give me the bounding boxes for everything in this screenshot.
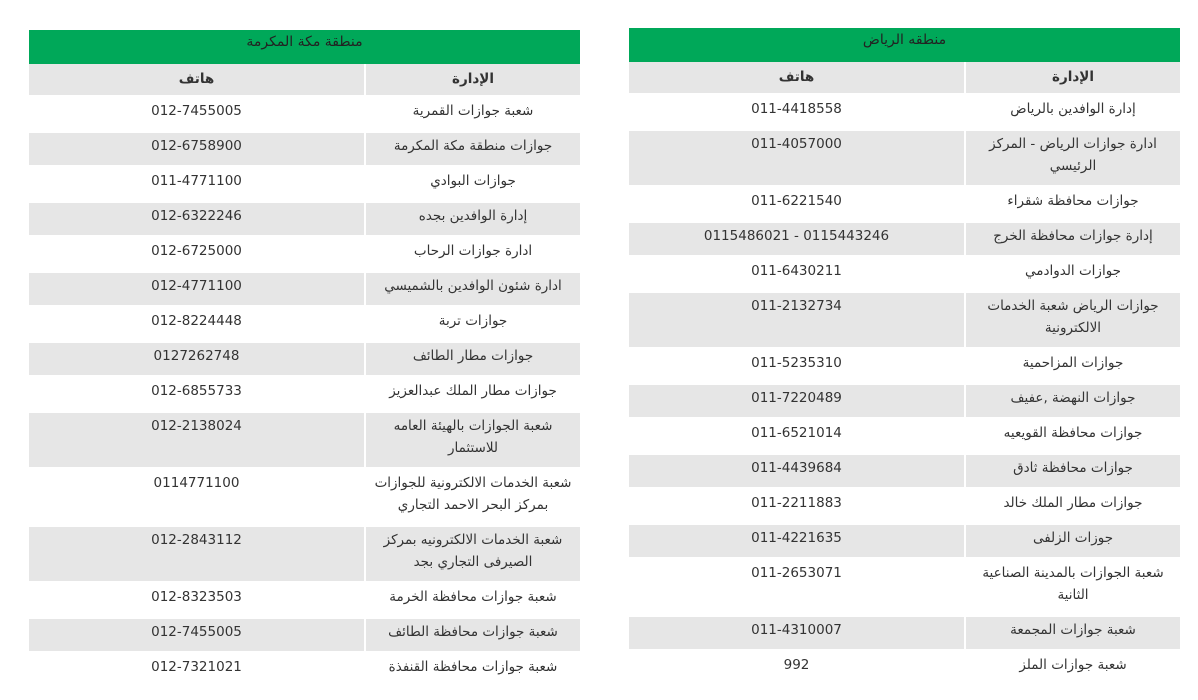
admin-cell: شعبة جوازات الملز	[964, 652, 1180, 684]
phone-cell: 0115486021 - 0115443246	[703, 228, 890, 244]
admin-cell: شعبة جوازات محافظة الطائف	[364, 619, 580, 651]
phone-cell: 011-4418558	[751, 101, 842, 117]
table-row	[629, 350, 1180, 385]
table-row	[29, 413, 580, 470]
phone-cell: 011-2653071	[751, 565, 842, 581]
admin-cell: جوازات مطار الملك عبدالعزيز	[364, 378, 580, 410]
riyadh-header-phone: هاتف	[778, 69, 815, 85]
admin-cell: شعبة الخدمات الالكترونيه بمركز الصيرفى التجاري بجد	[364, 527, 580, 581]
admin-cell: شعبة جوازات محافظة القنفذة	[364, 654, 580, 686]
table-row	[29, 654, 580, 689]
admin-cell: جوازات البوادي	[364, 168, 580, 200]
table-row	[29, 203, 580, 238]
admin-cell: ادارة شئون الوافدين بالشميسي	[364, 273, 580, 305]
riyadh-region-title: منطقه الرياض	[629, 28, 1180, 62]
phone-cell: 011-6430211	[751, 263, 842, 279]
table-row	[29, 527, 580, 584]
table-row	[29, 378, 580, 413]
phone-cell: 011-4439684	[751, 460, 842, 476]
admin-cell: شعبة جوازات المجمعة	[964, 617, 1180, 649]
makkah-header-admin: الإدارة	[364, 64, 580, 95]
admin-cell: جوازات محافظة القويعيه	[964, 420, 1180, 452]
table-row	[29, 619, 580, 654]
admin-cell: ادارة جوازات الرياض - المركز الرئيسي	[964, 131, 1180, 185]
phone-cell: 012-8323503	[151, 589, 242, 605]
phone-cell: 012-7455005	[151, 103, 242, 119]
table-row	[29, 98, 580, 133]
table-row	[629, 223, 1180, 258]
admin-cell: جوازات مطار الملك خالد	[964, 490, 1180, 522]
phone-cell: 011-4771100	[151, 173, 242, 189]
phone-cell: 011-6521014	[751, 425, 842, 441]
table-row	[29, 308, 580, 343]
phone-cell: 012-6855733	[151, 383, 242, 399]
phone-cell: 012-6322246	[151, 208, 242, 224]
admin-cell: إدارة الوافدين بالرياض	[964, 96, 1180, 128]
phone-cell: 0114771100	[153, 475, 240, 491]
phone-cell: 012-8224448	[151, 313, 242, 329]
admin-cell: جوازات محافظة ثادق	[964, 455, 1180, 487]
phone-cell: 992	[783, 657, 810, 673]
phone-cell: 011-4057000	[751, 136, 842, 152]
phone-cell: 012-6725000	[151, 243, 242, 259]
makkah-region-table	[29, 30, 580, 689]
admin-cell: شعبة الخدمات الالكترونية للجوازات بمركز البحر الاحمد التجاري	[364, 470, 580, 524]
phone-cell: 012-7321021	[151, 659, 242, 675]
table-row	[629, 258, 1180, 293]
table-row	[629, 188, 1180, 223]
table-row	[629, 385, 1180, 420]
phone-cell: 012-6758900	[151, 138, 242, 154]
table-row	[29, 168, 580, 203]
admin-cell: ادارة جوازات الرحاب	[364, 238, 580, 270]
admin-cell: جوازات مطار الطائف	[364, 343, 580, 375]
table-row	[629, 560, 1180, 617]
table-row	[29, 238, 580, 273]
phone-cell: 011-5235310	[751, 355, 842, 371]
phone-cell: 0127262748	[153, 348, 240, 364]
phone-cell: 011-4221635	[751, 530, 842, 546]
admin-cell: شعبة جوازات القمرية	[364, 98, 580, 130]
makkah-region-title: منطقة مكة المكرمة	[29, 30, 580, 64]
riyadh-header-admin: الإدارة	[964, 62, 1180, 93]
table-row	[29, 343, 580, 378]
table-row	[629, 420, 1180, 455]
admin-cell: جوازات النهضة ,عفيف	[964, 385, 1180, 417]
table-row	[629, 293, 1180, 350]
admin-cell: جوازات منطقة مكة المكرمة	[364, 133, 580, 165]
riyadh-region-table	[629, 28, 1180, 687]
table-row	[629, 131, 1180, 188]
riyadh-header-row	[629, 62, 1180, 96]
table-row	[29, 133, 580, 168]
table-row	[629, 490, 1180, 525]
table-row	[629, 455, 1180, 490]
admin-cell: جوازات تربة	[364, 308, 580, 340]
admin-cell: جوازات محافظة شقراء	[964, 188, 1180, 220]
phone-cell: 012-2843112	[151, 532, 242, 548]
table-row	[29, 584, 580, 619]
phone-cell: 011-2132734	[751, 298, 842, 314]
phone-cell: 012-4771100	[151, 278, 242, 294]
table-row	[629, 652, 1180, 687]
admin-cell: إدارة الوافدين بجده	[364, 203, 580, 235]
admin-cell: جوزات الزلفى	[964, 525, 1180, 557]
phone-cell: 012-7455005	[151, 624, 242, 640]
makkah-header-row	[29, 64, 580, 98]
phone-cell: 011-2211883	[751, 495, 842, 511]
table-row	[629, 96, 1180, 131]
table-row	[629, 525, 1180, 560]
admin-cell: شعبة الجوازات بالمدينة الصناعية الثانية	[964, 560, 1180, 614]
admin-cell: جوازات الرياض شعبة الخدمات الالكترونية	[964, 293, 1180, 347]
phone-cell: 012-2138024	[151, 418, 242, 434]
phone-cell: 011-7220489	[751, 390, 842, 406]
table-row	[29, 273, 580, 308]
phone-cell: 011-6221540	[751, 193, 842, 209]
admin-cell: شعبة جوازات محافظة الخرمة	[364, 584, 580, 616]
table-row	[629, 617, 1180, 652]
admin-cell: جوازات المزاحمية	[964, 350, 1180, 382]
admin-cell: إدارة جوازات محافظة الخرج	[964, 223, 1180, 255]
admin-cell: شعبة الجوازات بالهيئة العامه للاستثمار	[364, 413, 580, 467]
table-row	[29, 470, 580, 527]
makkah-header-phone: هاتف	[178, 71, 215, 87]
phone-cell: 011-4310007	[751, 622, 842, 638]
admin-cell: جوازات الدوادمي	[964, 258, 1180, 290]
